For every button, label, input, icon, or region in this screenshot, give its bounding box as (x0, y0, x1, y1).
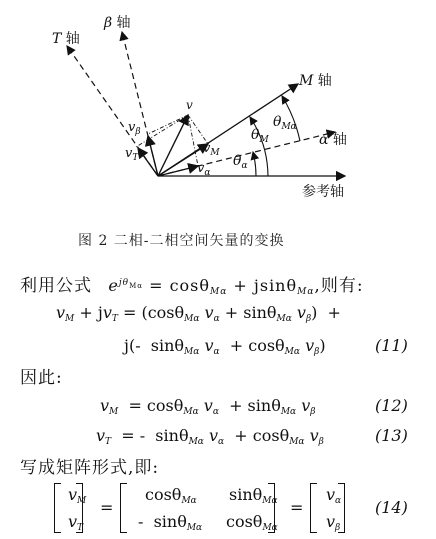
vT-label: $v_T$ (125, 146, 139, 163)
theta-Malpha-label: $\theta_{M\alpha}$ (273, 114, 297, 132)
proj-vM (188, 115, 208, 144)
lhs-bottom: vT (68, 512, 84, 533)
m-axis-label: M 轴 (299, 73, 332, 89)
eq11-line2: j(- sinθMα vα + cosθMα vβ) (124, 336, 326, 357)
vM-label: $v_M$ (203, 141, 220, 158)
lhs-bracket-left (54, 483, 61, 533)
alpha-axis-label: α 轴 (319, 132, 347, 148)
m22: cosθMα (226, 512, 278, 533)
eq14-equals-1: = (100, 498, 114, 517)
eq11-line1: vM + jvT = (cosθMα vα + sinθMα vβ) + (56, 303, 341, 324)
m12: sinθMα (229, 485, 278, 506)
theta-M-label: $\theta_M$ (251, 127, 269, 145)
theta-alpha-arc (253, 152, 256, 176)
intro-line-1: 利用公式 $e^{j\theta_{M\alpha}} = \cos\theta M\alpha + jsin\theta M\alpha$,则有: (20, 276, 364, 297)
eq14-number: (14) (375, 498, 408, 517)
reference-axis-label: 参考轴 (302, 184, 344, 200)
eq13-number: (13) (375, 426, 408, 445)
theta-M-arc (250, 117, 268, 176)
proj-vbeta (148, 115, 188, 134)
beta-axis-label: β 轴 (104, 15, 131, 31)
v-label: v (186, 98, 193, 112)
lhs-top: vM (68, 485, 87, 506)
eq11-number: (11) (375, 336, 408, 355)
intro-line-2: 因此: (20, 368, 63, 388)
theta-alpha-label: $\theta_\alpha$ (233, 153, 248, 171)
eq14-equals-2: = (290, 498, 304, 517)
rhs-bracket-left (310, 483, 317, 533)
m21: - sinθMα (138, 512, 203, 533)
eq12-number: (12) (375, 396, 408, 415)
rhs-top: vα (326, 485, 342, 506)
rhs-bottom: vβ (326, 512, 341, 533)
eq12: vM = cosθMα vα + sinθMα vβ (100, 396, 316, 417)
valpha-label: $v_\alpha$ (197, 161, 211, 178)
valpha-arrow (158, 166, 198, 176)
t-axis-label: T 轴 (52, 31, 80, 47)
figure-caption: 图 2 二相-二相空间矢量的变换 (78, 233, 285, 249)
m11: cosθMα (145, 485, 197, 506)
vbeta-label: $v_\beta$ (128, 120, 141, 137)
eq13: vT = - sinθMα vα + cosθMα vβ (96, 426, 324, 447)
matrix-bracket-left (120, 483, 127, 533)
intro-line-3: 写成矩阵形式,即: (20, 458, 160, 478)
